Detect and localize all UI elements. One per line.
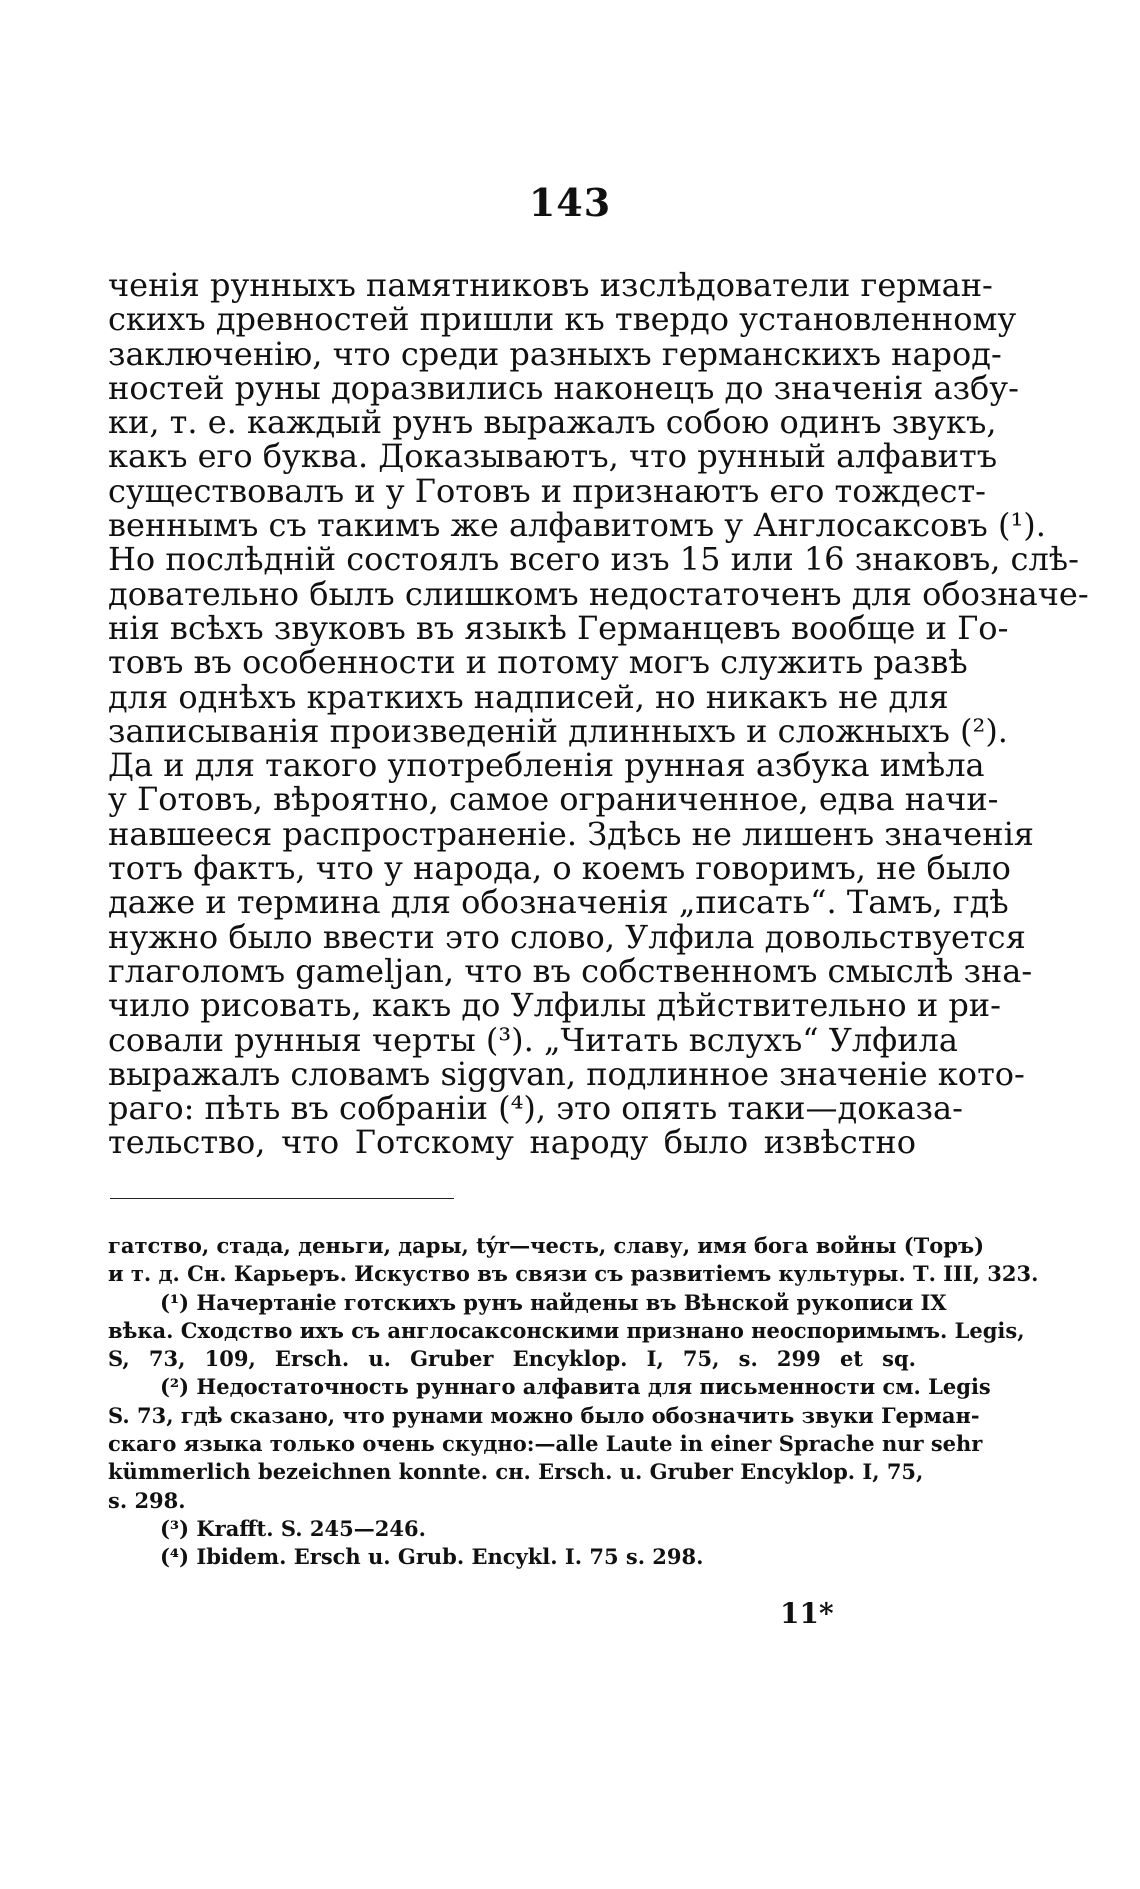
text-line: тотъ фактъ, что у народа, о коемъ говоримъ, не было [108,849,1011,888]
text-line: нужно было ввести это слово, Улфила довольствуется [108,917,1026,956]
footnote-line: (¹) Начертаніе готскихъ рунъ найдены въ Вѣнской рукописи IX [160,1289,947,1315]
text-line: выражалъ словамъ siggvan, подлинное значеніе кото- [108,1054,1025,1093]
text-line: тельство, что Готскому народу было извѣстно [108,1123,916,1162]
footnote-line: kümmerlich bezeichnen konnte. сн. Ersch. u. Gruber Encyklop. I, 75, [108,1459,924,1485]
footnote-line: скаго языка только очень скудно:—alle Laute in einer Sprache nur sehr [108,1431,983,1457]
text-line: для однѣхъ краткихъ надписей, но никакъ не для [108,677,949,716]
text-line: ностей руны доразвились наконецъ до значенія азбу- [108,368,1019,407]
text-line: Но послѣдній состоялъ всего изъ 15 или 16 знаковъ, слѣ- [108,540,1079,579]
text-line: довательно былъ слишкомъ недостаточенъ для обозначе- [108,574,1089,613]
text-line: какъ его буква. Доказываютъ, что рунный алфавитъ [108,437,998,476]
text-line: нія всѣхъ звуковъ въ языкѣ Германцевъ вообще и Го- [108,608,1009,647]
text-line: товъ въ особенности и потому могъ служить развѣ [108,643,968,682]
footnote-divider [110,1198,454,1199]
text-line: чило рисовать, какъ до Улфилы дѣйствительно и ри- [108,986,1001,1025]
text-line: совали рунныя черты (³). „Читать вслухъ“ Улфила [108,1020,958,1059]
footnote-line: вѣка. Сходство ихъ съ англосаксонскими признано неоспоримымъ. Legis, [108,1317,1025,1343]
text-line: глаголомъ gameljan, что въ собственномъ смыслѣ зна- [108,951,1033,990]
text-line: ки, т. е. каждый рунъ выражалъ собою одинъ звукъ, [108,403,997,442]
footnote-line: (³) Krafft. S. 245—246. [160,1515,426,1541]
footnotes-block [108,1232,1039,1572]
footnote-line: (²) Недостаточность руннаго алфавита для письменности см. Legis [160,1374,991,1400]
text-line: навшееся распространеніе. Здѣсь не лишенъ значенія [108,814,1034,853]
text-line: веннымъ съ такимъ же алфавитомъ у Англосаксовъ (¹). [108,506,1046,545]
main-text-block [108,266,1089,1162]
footnote-line: и т. д. Сн. Карьеръ. Искуство въ связи съ развитіемъ культуры. Т. III, 323. [108,1261,1039,1287]
text-line: у Готовъ, вѣроятно, самое ограниченное, едва начи- [108,780,999,819]
text-line: даже и термина для обозначенія „писать“. Тамъ, гдѣ [108,883,1009,922]
text-line: Да и для такого употребленія рунная азбука имѣла [108,746,985,785]
text-line: записыванія произведеній длинныхъ и сложныхъ (²). [108,711,1008,750]
text-line: раго: пѣть въ собраніи (⁴), это опять таки—доказа- [108,1089,963,1128]
text-line: ченія рунныхъ памятниковъ изслѣдователи герман- [108,266,993,304]
footnote-line: s. 298. [108,1487,186,1513]
text-line: заключенію, что среди разныхъ германскихъ народ- [108,334,1002,373]
footnote-line: (⁴) Ibidem. Ersch u. Grub. Encykl. I. 75 s. 298. [160,1544,704,1570]
text-line: существовалъ и у Готовъ и признаютъ его тождест- [108,471,986,510]
footnote-line: гатство, стада, деньги, дары, týr—честь, славу, имя бога войны (Торъ) [108,1233,985,1258]
signature-mark: 11* [780,1597,834,1630]
page-number: 143 [528,180,612,225]
footnote-line: S, 73, 109, Ersch. u. Gruber Encyklop. I, 75, s. 299 et sq. [108,1346,916,1372]
text-line: скихъ древностей пришли къ твердо установленному [108,300,1017,339]
footnote-line: S. 73, гдѣ сказано, что рунами можно было обозначить звуки Герман- [108,1402,980,1428]
